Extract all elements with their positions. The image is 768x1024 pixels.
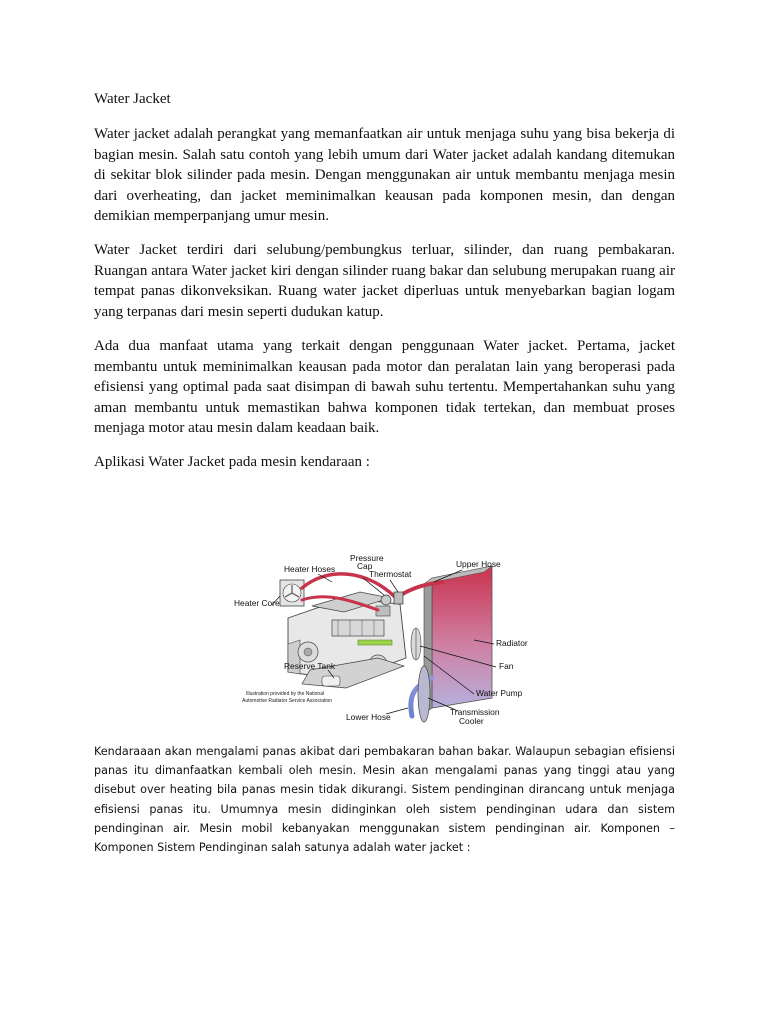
thermostat [394, 592, 403, 604]
label-heater-core: Heater Core [234, 598, 280, 608]
pressure-cap [381, 595, 391, 605]
engine-illustration [288, 592, 406, 688]
paragraph-benefits: Ada dua manfaat utama yang terkait dengan penggunaan Water jacket. Pertama, jacket membantu untuk meminimalkan keausan pada motor dan peralatan lain yang beroperasi pada efisiensi yang optimal pada saat disimpan di bawah suhu tertentu. Mempertahankan suhu yang aman membantu untuk memastikan bahwa komponen tidak tertekan, dan membuat proses menjaga motor atau mesin dalam keadaan baik. [94, 338, 675, 437]
label-water-pump: Water Pump [476, 688, 523, 698]
paragraph-cooling-system: Kendaraaan akan mengalami panas akibat dari pembakaran bahan bakar. Walaupun sebagian efisiensi panas itu dimanfaatkan kembali oleh mesin. Mesin akan mengalami panas yang tinggi atau yang disebut over heating bila panas mesin tidak dikurangi. Sistem pendinginan dirancang untuk menjaga efisiensi panas itu. Umumnya mesin didinginkan oleh sistem pendinginan udara dan sistem pendinginan air. Mesin mobil kebanyakan menggunakan sistem pendinginan air. Komponen – Komponen Sistem Pendinginan salah satunya adalah water jacket : [94, 745, 675, 855]
label-fan: Fan [499, 661, 514, 671]
paragraph-composition: Water Jacket terdiri dari selubung/pembungkus terluar, silinder, dan ruang pembakaran. Ruangan antara Water jacket kiri dengan silinder ruang bakar dan selubung merupakan ruang air tempat panas dikonveksikan. Ruang water jacket diperluas untuk menyebarkan bagian logam yang terpanas dari mesin seperti dudukan katup. [94, 242, 675, 320]
reserve-tank [322, 676, 340, 686]
label-cap: Cap [357, 561, 373, 571]
heater-core-illustration [280, 580, 304, 606]
label-reserve-tank: Reserve Tank [284, 661, 336, 671]
label-transmission: Transmission [450, 707, 500, 717]
label-thermostat: Thermostat [369, 569, 412, 579]
label-upper-hose: Upper Hose [456, 559, 501, 569]
label-radiator: Radiator [496, 638, 528, 648]
application-heading: Aplikasi Water Jacket pada mesin kendaraan : [94, 454, 370, 470]
label-heater-hoses: Heater Hoses [284, 564, 336, 574]
paragraph-definition: Water jacket adalah perangkat yang memanfaatkan air untuk menjaga suhu yang bisa bekerja di bagian mesin. Salah satu contoh yang lebih umum dari Water jacket adalah kandang ditemukan di sekitar blok silinder pada mesin. Dengan menggunakan air untuk membantu menjaga mesin dari overheating, dan jacket meminimalkan keausan pada komponen mesin, dan dengan demikian memperpanjang umur mesin. [94, 126, 675, 225]
figure-credit-line-1: Illustration provided by the National [246, 691, 325, 697]
figure-credit-line-2: Automotive Radiator Service Association [242, 698, 333, 704]
document-title: Water Jacket [94, 91, 171, 107]
label-cooler: Cooler [459, 716, 484, 726]
label-lower-hose: Lower Hose [346, 712, 391, 722]
label-pressure: Pressure [350, 553, 384, 563]
cooling-system-diagram [228, 548, 528, 734]
fan-illustration [411, 628, 421, 660]
transmission-cooler [418, 666, 430, 722]
